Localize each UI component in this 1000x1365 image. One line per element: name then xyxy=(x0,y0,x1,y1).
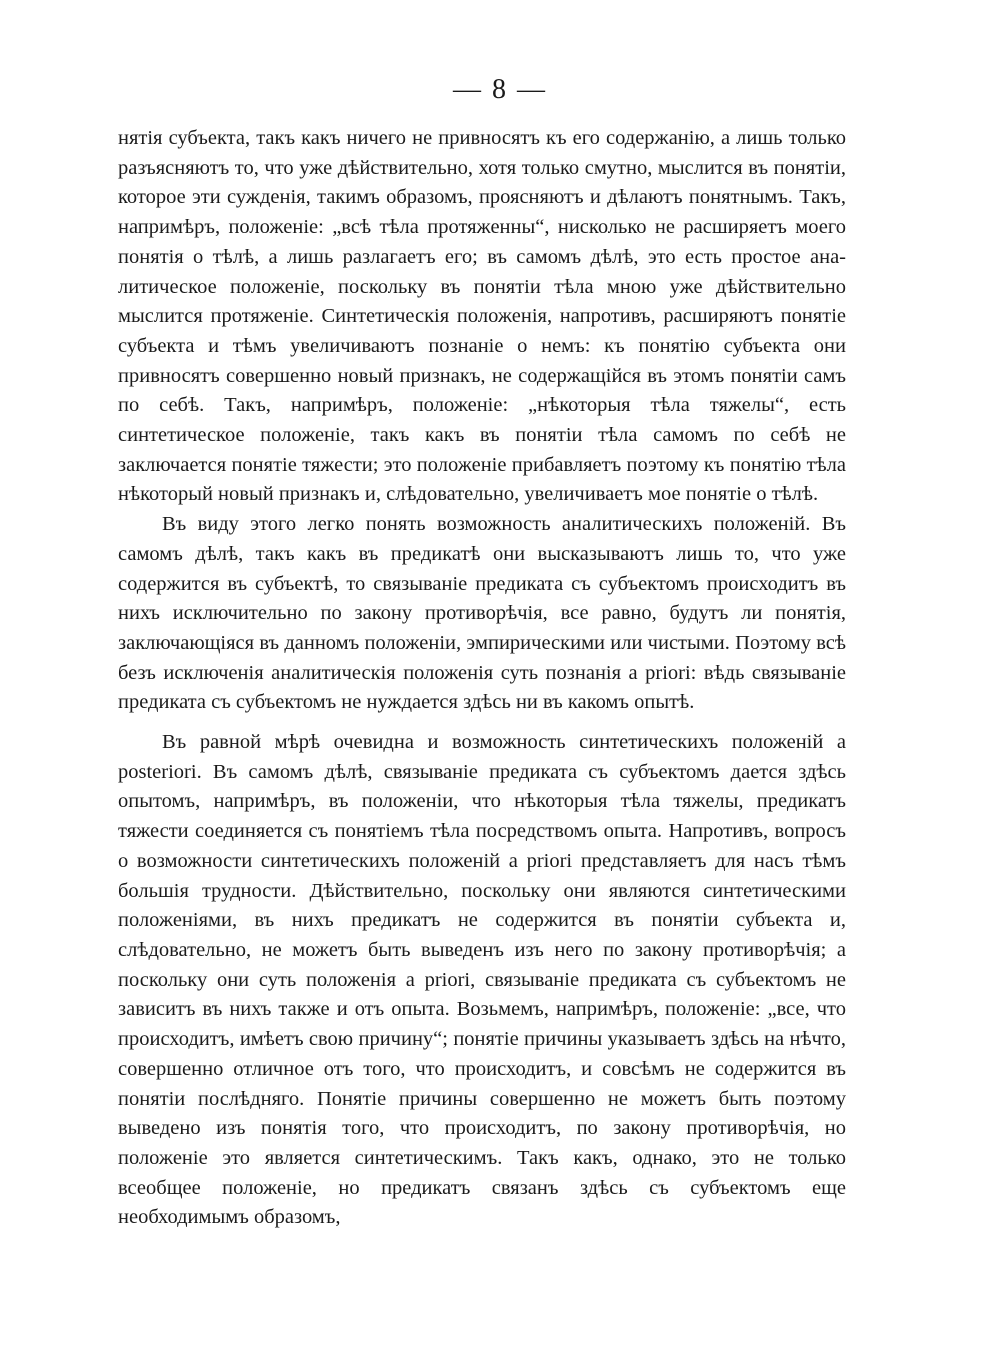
body-text xyxy=(118,124,846,1233)
paragraph-1: нятія субъекта, такъ какъ ничего не привносятъ къ его содержанію, а лишь только разъясняютъ то, что уже дѣйствительно, хотя только смутно, мыслится въ понятіи, которое эти сужденія, такимъ образомъ, проясняютъ и дѣлаютъ понятнымъ. Такъ, напримѣръ, положеніе: „всѣ тѣла протяженны“, нисколько не расширяетъ моего понятія о тѣлѣ, а лишь разлагаетъ его; въ самомъ дѣлѣ, это есть простое аналитическое положеніе, поскольку въ понятіи тѣла мною уже дѣйствительно мыслится протяженіе. Синтетическія положенія, напротивъ, расширяютъ понятіе субъекта и тѣмъ увеличиваютъ познаніе о немъ: къ понятію субъекта они привносятъ совершенно новый признакъ, не содержащійся въ этомъ понятіи самъ по себѣ. Такъ, напримѣръ, положеніе: „нѣкоторыя тѣла тяжелы“, есть синтетическое положеніе, такъ какъ въ понятіи тѣла самомъ по себѣ не заключается понятіе тяжести; это положеніе прибавляетъ поэтому къ понятію тѣла нѣкоторый новый признакъ и, слѣдовательно, увеличиваетъ мое понятіе о тѣлѣ. xyxy=(118,127,846,506)
paragraph-2: Въ виду этого легко понять возможность аналитическихъ положеній. Въ самомъ дѣлѣ, такъ какъ въ предикатѣ они высказываютъ лишь то, что уже содержится въ субъектѣ, то связываніе предиката съ субъектомъ происходитъ въ нихъ исключительно по закону противорѣчія, все равно, будутъ ли понятія, заключающіяся въ данномъ положеніи, эмпирическими или чистыми. Поэтому всѣ безъ исключенія аналитическія положенія суть познанія a priori: вѣдь связываніе предиката съ субъектомъ не нуждается здѣсь ни въ какомъ опытѣ. xyxy=(118,513,846,714)
paragraph-3: Въ равной мѣрѣ очевидна и возможность синтетическихъ положеній a posteriori. Въ самомъ дѣлѣ, связываніе предиката съ субъектомъ дается здѣсь опытомъ, напримѣръ, въ положеніи, что нѣкоторыя тѣла тяжелы, предикатъ тяжести соединяется съ понятіемъ тѣла посредствомъ опыта. Напротивъ, вопросъ о возможности синтетическихъ положеній a priori представляетъ для насъ тѣмъ большія трудности. Дѣйствительно, поскольку они являются синтетическими положеніями, въ нихъ предикатъ не содержится въ понятіи субъекта и, слѣдовательно, не можетъ быть выведенъ изъ него по закону противорѣчія; а поскольку они суть положенія a priori, связываніе предиката съ субъектомъ не зависитъ въ нихъ также и отъ опыта. Возьмемъ, напримѣръ, положеніе: „все, что происходитъ, имѣетъ свою причину“; понятіе причины указываетъ здѣсь на нѣчто, совершенно отличное отъ того, что происходитъ, и совсѣмъ не содержится въ понятіи послѣдняго. Понятіе причины совершенно не можетъ быть поэтому выведено изъ понятія того, что происходитъ, по закону противорѣчія, но положеніе это является синтетическимъ. Такъ какъ, однако, это не только всеобщее положеніе, но предикатъ связанъ здѣсь съ субъектомъ еще необходимымъ образомъ, xyxy=(118,731,846,1229)
page-number: — 8 — xyxy=(453,74,547,105)
